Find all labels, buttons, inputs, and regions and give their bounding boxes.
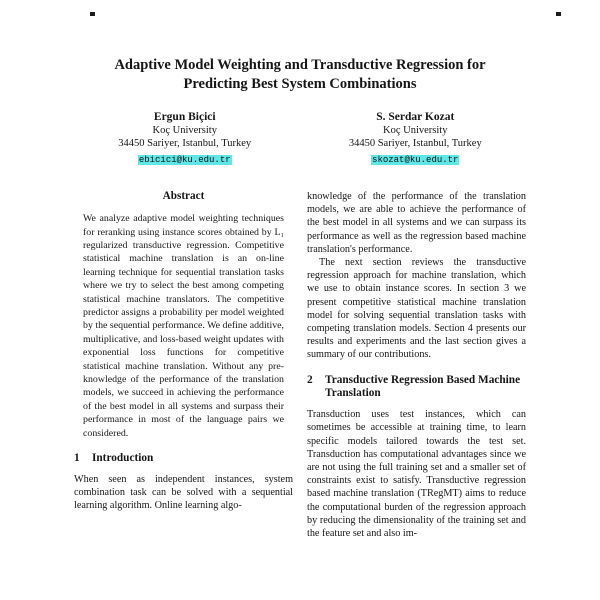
section-number: 2 (307, 373, 313, 386)
author-affiliation: Koç University (152, 125, 217, 136)
paragraph: When seen as independent instances, system combination task can be solved with a sequential learning algorithm. Online learning algo- (74, 473, 293, 512)
author-row (74, 110, 526, 166)
author-address: 34450 Sariyer, Istanbul, Turkey (118, 138, 252, 149)
section-number: 1 (74, 452, 80, 465)
author-name: Ergun Biçici (153, 111, 216, 123)
right-column (307, 190, 526, 540)
corner-mark-left (90, 12, 95, 16)
author-email-link[interactable]: skozat@ku.edu.tr (372, 155, 459, 165)
section-heading-2 (307, 374, 526, 402)
paragraph: Transduction uses test instances, which can sometimes be accessible at training time, to learn specific models tailored towards the test set. Transduction has computational advantages since we are not using the full training set and a smaller set of constraints exist to satisfy. Transductive regression based machine translation (TRegMT) aims to reduce the computational burden of the regression approach by reducing the dimensionality of the training set and the feature set and also im- (307, 409, 526, 540)
paragraph: knowledge of the performance of the translation models, we are able to achieve the performance of the best model in all systems and we can surpass its performance as well as the regression based machine translation's performance. (307, 191, 526, 255)
left-column (74, 190, 293, 540)
paper-title: Adaptive Model Weighting and Transductive Regression for Predicting Best System Combinations (114, 57, 486, 92)
paragraph: The next section reviews the transductive regression approach for machine translation, which we use to obtain instance scores. In section 3 we present competitive statistical machine translation model for solving sequential translation tasks with competing translation models. Section 4 presents our results and experiments and the last section gives a summary of our contributions. (307, 257, 526, 361)
author-block-1 (74, 110, 295, 166)
abstract-heading: Abstract (162, 190, 205, 202)
author-affiliation: Koç University (383, 125, 448, 136)
author-email-link[interactable]: ebicici@ku.edu.tr (138, 155, 231, 165)
section-title: Transductive Regression Based Machine Translation (325, 373, 521, 400)
author-name: S. Serdar Kozat (376, 111, 455, 123)
author-address: 34450 Sariyer, Istanbul, Turkey (348, 138, 482, 149)
author-block-2 (305, 110, 526, 166)
section-heading-1 (74, 452, 293, 466)
abstract-text: We analyze adaptive model weighting techniques for reranking using instance scores obtained by L₁ regularized transductive regression. Competitive statistical machine translation is an on-line learning technique for sequential translation tasks where we try to select the best among competing statistical machine translators. The competitive predictor assigns a probability per model weighted by the sequential performance. We define additive, multiplicative, and loss-based weight updates with exponential loss functions for competitive statistical machine translation. Without any pre-knowledge of the performance of the translation models, we succeed in achieving the performance of the best model in all systems and surpass their performance in most of the language pairs we considered. (83, 213, 284, 439)
section-title: Introduction (92, 452, 154, 465)
author-email-wrap (305, 152, 526, 166)
author-email-wrap (74, 152, 295, 166)
corner-mark-right (556, 12, 561, 16)
two-column-body (74, 190, 526, 540)
